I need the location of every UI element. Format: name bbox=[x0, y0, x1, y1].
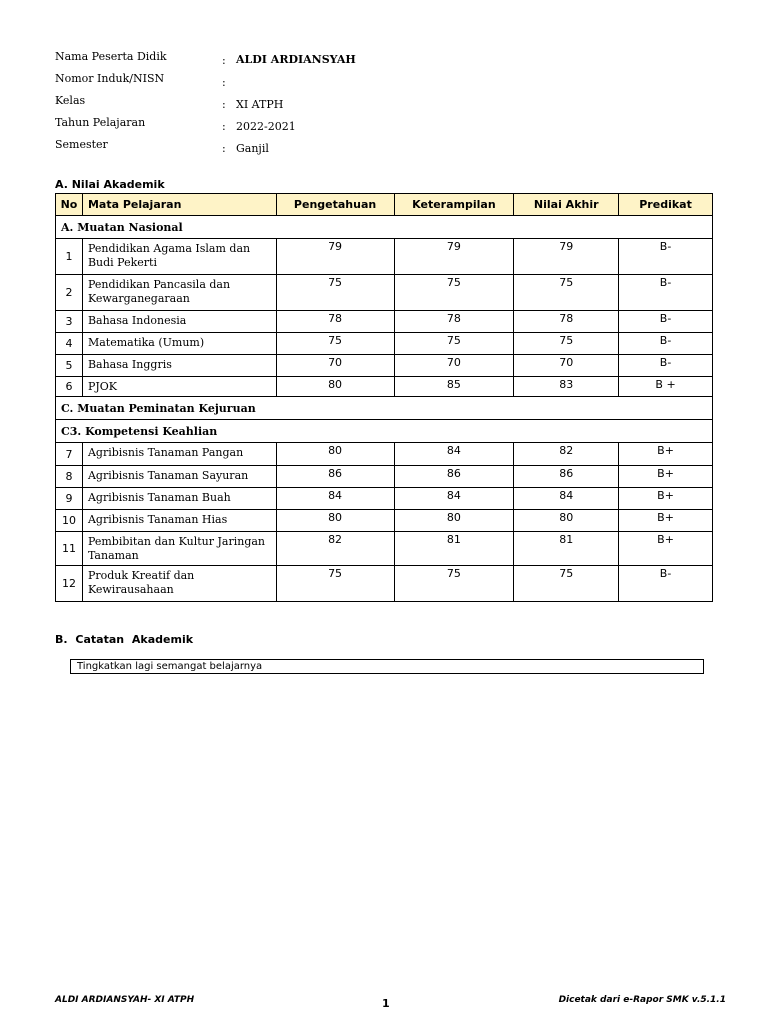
student-class: XI ATPH bbox=[236, 98, 284, 111]
row-predicate: B- bbox=[619, 355, 713, 377]
group-national: A. Muatan Nasional bbox=[56, 216, 713, 239]
row-skills: 78 bbox=[394, 311, 514, 333]
row-subject: Pendidikan Agama Islam dan Budi Pekerti bbox=[82, 239, 276, 275]
row-skills: 84 bbox=[394, 443, 514, 466]
info-label: Semester bbox=[55, 138, 108, 151]
row-knowledge: 79 bbox=[276, 239, 394, 275]
row-final: 84 bbox=[514, 488, 619, 510]
row-no: 10 bbox=[56, 510, 83, 532]
row-knowledge: 78 bbox=[276, 311, 394, 333]
info-label: Nama Peserta Didik bbox=[55, 50, 167, 63]
row-predicate: B+ bbox=[619, 510, 713, 532]
row-skills: 70 bbox=[394, 355, 514, 377]
row-final: 79 bbox=[514, 239, 619, 275]
row-final: 75 bbox=[514, 566, 619, 602]
table-row bbox=[56, 488, 713, 510]
row-subject: Agribisnis Tanaman Buah bbox=[82, 488, 276, 510]
row-skills: 86 bbox=[394, 466, 514, 488]
row-skills: 80 bbox=[394, 510, 514, 532]
info-label: Kelas bbox=[55, 94, 86, 107]
row-knowledge: 75 bbox=[276, 333, 394, 355]
row-predicate: B- bbox=[619, 275, 713, 311]
info-label: Tahun Pelajaran bbox=[55, 116, 146, 129]
row-final: 78 bbox=[514, 311, 619, 333]
group-vocational: C. Muatan Peminatan Kejuruan bbox=[56, 397, 713, 420]
header-subject: Mata Pelajaran bbox=[82, 194, 276, 216]
row-knowledge: 70 bbox=[276, 355, 394, 377]
row-no: 12 bbox=[56, 566, 83, 602]
footer-printed-by: Dicetak dari e-Rapor SMK v.5.1.1 bbox=[558, 995, 726, 1005]
row-knowledge: 80 bbox=[276, 510, 394, 532]
row-knowledge: 75 bbox=[276, 566, 394, 602]
info-label: Nomor Induk/NISN bbox=[55, 72, 165, 85]
info-colon: : bbox=[222, 142, 226, 155]
group-row bbox=[56, 397, 713, 420]
row-final: 75 bbox=[514, 333, 619, 355]
row-final: 83 bbox=[514, 377, 619, 397]
info-colon: : bbox=[222, 98, 226, 111]
row-subject: Produk Kreatif dan Kewirausahaan bbox=[82, 566, 276, 602]
row-subject: Pendidikan Pancasila dan Kewarganegaraan bbox=[82, 275, 276, 311]
section-a-title: A. Nilai Akademik bbox=[55, 178, 165, 191]
group-row bbox=[56, 216, 713, 239]
info-row-semester bbox=[55, 138, 555, 160]
row-subject: PJOK bbox=[82, 377, 276, 397]
table-row bbox=[56, 333, 713, 355]
header-predicate: Predikat bbox=[619, 194, 713, 216]
row-skills: 75 bbox=[394, 566, 514, 602]
grades-table bbox=[55, 193, 713, 602]
row-no: 4 bbox=[56, 333, 83, 355]
table-row bbox=[56, 510, 713, 532]
page-number: 1 bbox=[382, 997, 390, 1010]
row-knowledge: 82 bbox=[276, 532, 394, 566]
section-b-title: B. Catatan Akademik bbox=[55, 633, 194, 646]
row-no: 8 bbox=[56, 466, 83, 488]
student-name: ALDI ARDIANSYAH bbox=[236, 53, 356, 66]
header-skills: Keterampilan bbox=[394, 194, 514, 216]
row-predicate: B+ bbox=[619, 443, 713, 466]
row-final: 82 bbox=[514, 443, 619, 466]
row-predicate: B+ bbox=[619, 532, 713, 566]
row-skills: 75 bbox=[394, 333, 514, 355]
row-final: 81 bbox=[514, 532, 619, 566]
row-subject: Bahasa Indonesia bbox=[82, 311, 276, 333]
school-year: 2022-2021 bbox=[236, 120, 296, 133]
row-no: 5 bbox=[56, 355, 83, 377]
row-subject: Matematika (Umum) bbox=[82, 333, 276, 355]
header-final: Nilai Akhir bbox=[514, 194, 619, 216]
student-info bbox=[55, 50, 555, 160]
group-competency: C3. Kompetensi Keahlian bbox=[56, 420, 713, 443]
info-row-class bbox=[55, 94, 555, 116]
row-no: 9 bbox=[56, 488, 83, 510]
info-colon: : bbox=[222, 120, 226, 133]
row-no: 11 bbox=[56, 532, 83, 566]
table-row bbox=[56, 275, 713, 311]
info-colon: : bbox=[222, 76, 226, 89]
row-final: 75 bbox=[514, 275, 619, 311]
row-skills: 79 bbox=[394, 239, 514, 275]
row-predicate: B+ bbox=[619, 466, 713, 488]
info-row-nisn bbox=[55, 72, 555, 94]
row-subject: Agribisnis Tanaman Sayuran bbox=[82, 466, 276, 488]
table-row bbox=[56, 311, 713, 333]
row-subject: Agribisnis Tanaman Hias bbox=[82, 510, 276, 532]
row-skills: 81 bbox=[394, 532, 514, 566]
row-predicate: B + bbox=[619, 377, 713, 397]
row-no: 3 bbox=[56, 311, 83, 333]
row-predicate: B- bbox=[619, 311, 713, 333]
row-knowledge: 84 bbox=[276, 488, 394, 510]
row-knowledge: 80 bbox=[276, 377, 394, 397]
row-no: 1 bbox=[56, 239, 83, 275]
info-row-name bbox=[55, 50, 555, 72]
row-no: 6 bbox=[56, 377, 83, 397]
row-knowledge: 80 bbox=[276, 443, 394, 466]
row-predicate: B- bbox=[619, 566, 713, 602]
row-knowledge: 75 bbox=[276, 275, 394, 311]
row-final: 86 bbox=[514, 466, 619, 488]
row-skills: 75 bbox=[394, 275, 514, 311]
row-predicate: B+ bbox=[619, 488, 713, 510]
header-no: No bbox=[56, 194, 83, 216]
row-final: 80 bbox=[514, 510, 619, 532]
table-row bbox=[56, 239, 713, 275]
table-header-row bbox=[56, 194, 713, 216]
academic-note: Tingkatkan lagi semangat belajarnya bbox=[70, 659, 704, 674]
row-skills: 84 bbox=[394, 488, 514, 510]
table-row bbox=[56, 466, 713, 488]
footer-student: ALDI ARDIANSYAH- XI ATPH bbox=[55, 995, 195, 1005]
row-knowledge: 86 bbox=[276, 466, 394, 488]
table-row bbox=[56, 566, 713, 602]
group-row bbox=[56, 420, 713, 443]
table-row bbox=[56, 532, 713, 566]
row-no: 2 bbox=[56, 275, 83, 311]
header-knowledge: Pengetahuan bbox=[276, 194, 394, 216]
row-predicate: B- bbox=[619, 239, 713, 275]
row-subject: Bahasa Inggris bbox=[82, 355, 276, 377]
row-skills: 85 bbox=[394, 377, 514, 397]
semester: Ganjil bbox=[236, 142, 269, 155]
table-row bbox=[56, 443, 713, 466]
row-subject: Agribisnis Tanaman Pangan bbox=[82, 443, 276, 466]
info-row-year bbox=[55, 116, 555, 138]
row-subject: Pembibitan dan Kultur Jaringan Tanaman bbox=[82, 532, 276, 566]
row-no: 7 bbox=[56, 443, 83, 466]
table-row bbox=[56, 377, 713, 397]
info-colon: : bbox=[222, 54, 226, 67]
table-row bbox=[56, 355, 713, 377]
row-predicate: B- bbox=[619, 333, 713, 355]
row-final: 70 bbox=[514, 355, 619, 377]
